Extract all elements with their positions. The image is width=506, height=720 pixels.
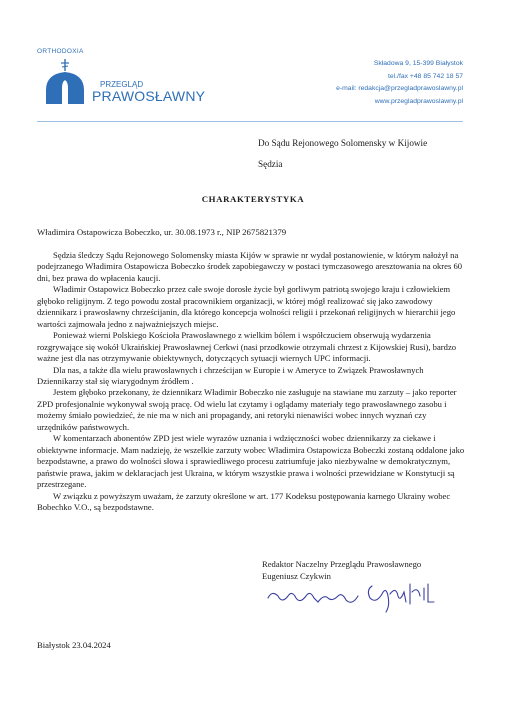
signatory-role: Redaktor Naczelny Przeglądu Prawosławnego — [262, 559, 422, 569]
logo-przeglad-text: PRZEGLĄD — [100, 80, 144, 89]
paragraph: W komentarzach abonentów ZPD jest wiele wyrazów uznania i wdzięczności wobec dziennikarzy za ciekawe i obiektywne informacje. Mam nadzieję, że wszelkie zarzuty wobec Władimira Ostapowicza Bobeczki zostaną oddalone jako bezpodstawne, a prawo do wolności słowa i sprawiedliwego procesu zatriumfuje jako niezbywalne w demokratycznym, państwie prawa, jakim w deklaracjach jest Ukraina, w którym wszystkie prawa i wolności przewidziane w Konstytucji są przestrzegane. — [37, 433, 465, 490]
addressee: Do Sądu Rejonowego Solomensky w Kijowie — [258, 138, 428, 148]
contact-website: www.przegladprawoslawny.pl — [374, 97, 463, 105]
paragraph: Ponieważ wierni Polskiego Kościoła Prawosławnego z wielkim bólem i współczuciem obserwują wydarzenia rozgrywające się wokół Ukraińskiej Prawosławnej Cerkwi (nasi przodkowie otrzymali chrzest z Kijowskiej Rusi), bardzo ważne jest dla nas otrzymywanie obiektywnych, dotyczących sytuacji wiernych UPC informacji. — [37, 330, 457, 364]
logo-dome-cross-icon — [40, 58, 100, 106]
paragraph: W związku z powyższym uważam, że zarzuty określone w art. 177 Kodeksu postępowania karnego Ukrainy wobec Bobechko V.O., są bezpodstawne. — [37, 490, 451, 512]
signatory-name: Eugeniusz Czykwin — [262, 571, 331, 581]
paragraph: Sędzia śledczy Sądu Rejonowego Solomensky miasta Kijów w sprawie nr wydał postanowienie, w którym nałożył na podejrzanego Władimira Ostapowicza Bobeczko środek zapobiegawczy w postaci tymczasowego aresztowania na okres 60 dni, bez prawa do wpłacenia kaucji. — [37, 250, 463, 283]
date-line: Białystok 23.04.2024 — [37, 640, 111, 650]
contact-phone: tel./fax +48 85 742 18 57 — [387, 72, 463, 80]
handwritten-signature — [262, 576, 442, 616]
letter-body — [37, 250, 469, 513]
paragraph: Dla nas, a także dla wielu prawosławnych i chrześcijan w Europie i w Ameryce to Związek Prawosławnych Dziennikarzy stał się wiarygodnym źródłem . — [37, 364, 424, 386]
logo-prawoslawny-text: PRAWOSŁAWNY — [92, 88, 206, 104]
contact-address: Składowa 9, 15-399 Białystok — [373, 60, 463, 67]
contact-email: e-mail: redakcja@przegladprawoslawny.pl — [336, 85, 463, 93]
logo-orthodoxia-text: ORTHODOXIA — [37, 48, 84, 55]
header-divider — [37, 121, 463, 122]
subject-line: Władimira Ostapowicza Bobeczko, ur. 30.08.1973 r., NIP 2675821379 — [37, 227, 287, 237]
paragraph: Władimir Ostapowicz Bobeczko przez całe swoje dorosłe życie był gorliwym patriotą swojego kraju i człowiekiem głęboko religijnym. Z tego powodu został pracownikiem organizacji, w której mógł realizować się jako zawodowy dziennikarz i prawosławny chrześcijanin, dla którego koncepcja wolności religii i przekonań religijnych w hierarchii jego wartości zajmowała jedno z najważniejszych miejsc. — [37, 284, 456, 329]
paragraph: Jestem głęboko przekonany, że dziennikarz Władimir Bobeczko nie zasługuje na stawiane mu zarzuty – jako reporter ZPD profesjonalnie wykonywał swoją pracę. Od wielu lat czytamy i oglądamy materiały tego prawosławnego zasobu i możemy śmiało powiedzieć, że nie ma w nich ani propagandy, ani retoryki nienawiści wobec innych wyznań czy urzędników państwowych. — [37, 387, 457, 432]
document-title: CHARAKTERYSTYKA — [201, 194, 305, 204]
contact-block — [336, 58, 463, 108]
salutation: Sędzia — [258, 159, 283, 169]
